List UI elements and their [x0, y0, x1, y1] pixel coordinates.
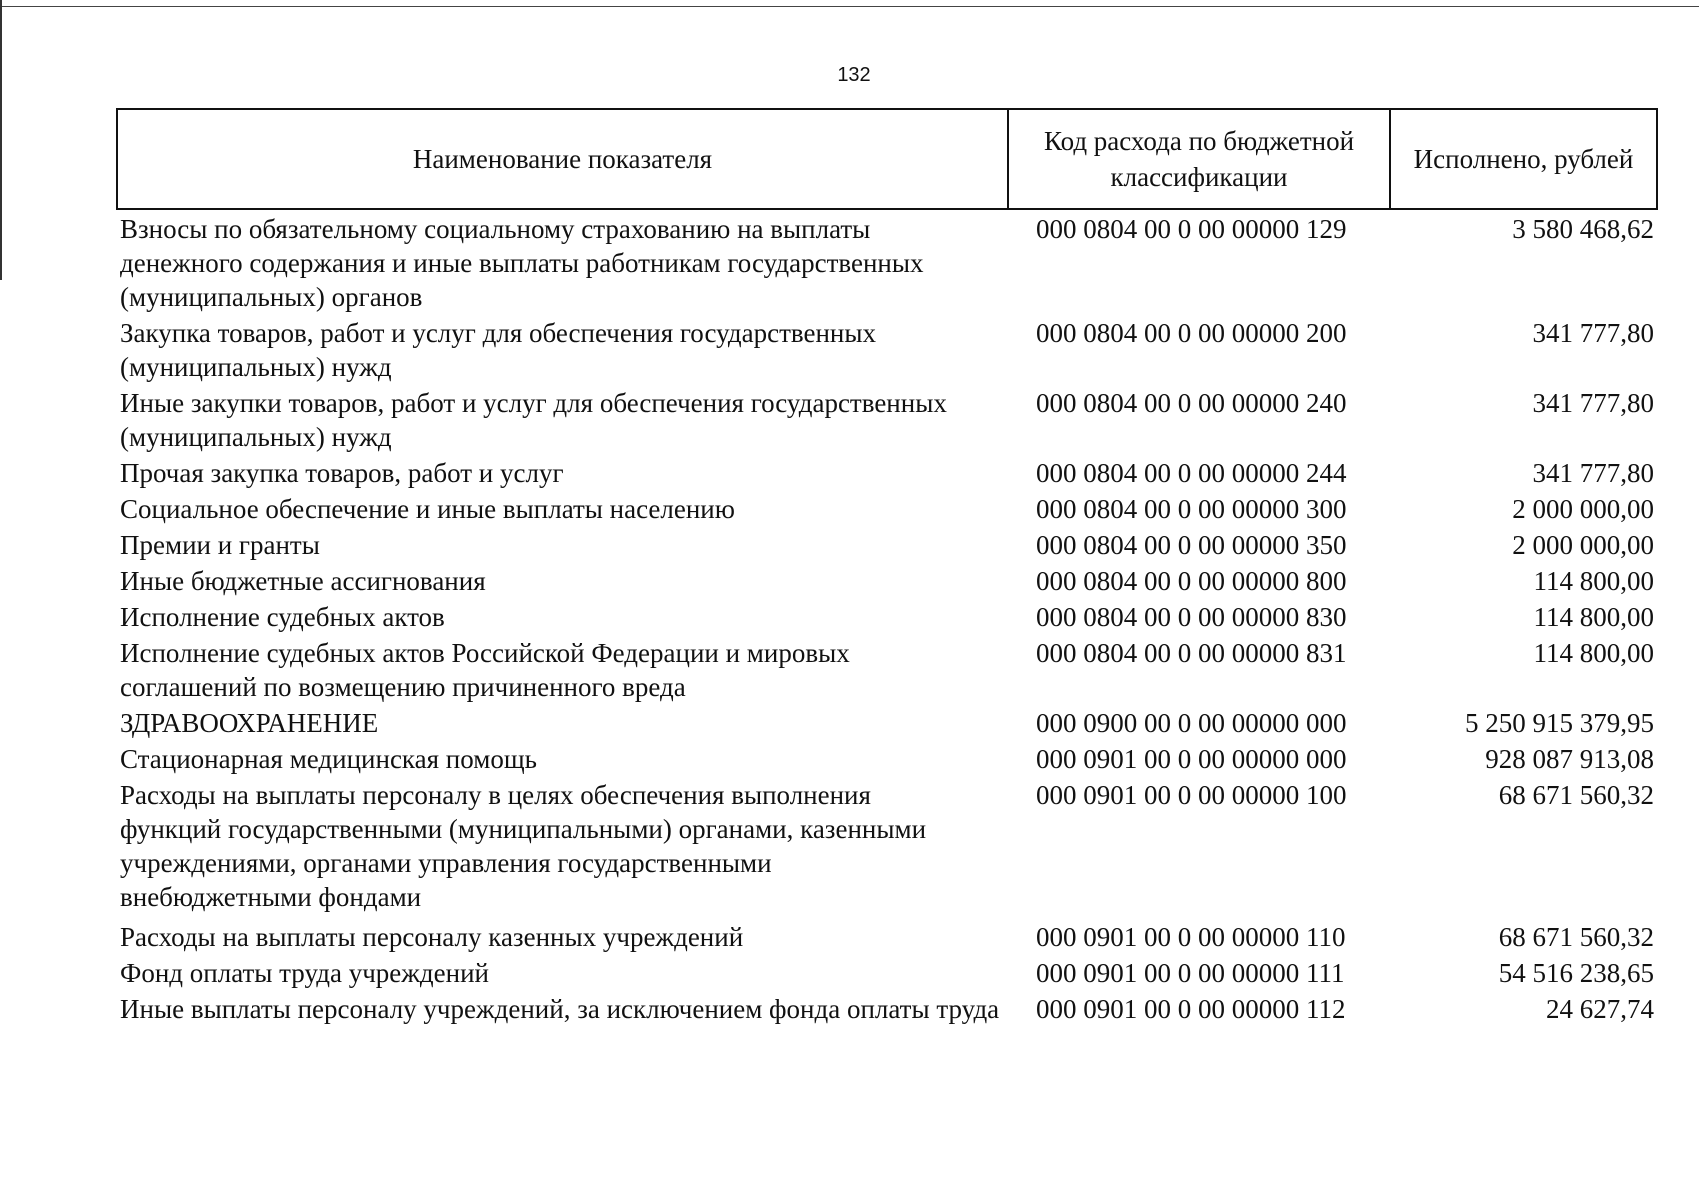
- row-amount: 3 580 468,62: [1512, 214, 1654, 244]
- row-amount: 2 000 000,00: [1512, 494, 1654, 524]
- table-row: [116, 528, 1658, 564]
- row-name: Иные выплаты персоналу учреждений, за исключением фонда оплаты труда: [120, 994, 1000, 1024]
- row-name: Исполнение судебных актов Российской Федерации и мировых соглашений по возмещению причиненного вреда: [120, 638, 850, 702]
- row-name: Фонд оплаты труда учреждений: [120, 958, 489, 988]
- row-name: Расходы на выплаты персоналу казенных учреждений: [120, 922, 744, 952]
- row-code: 000 0804 00 0 00 00000 831: [1036, 638, 1347, 668]
- table-header: [116, 108, 1658, 210]
- table-row: [116, 706, 1658, 742]
- header-amount: Исполнено, рублей: [1413, 144, 1634, 174]
- row-amount: 114 800,00: [1533, 602, 1654, 632]
- row-code: 000 0901 00 0 00 00000 112: [1036, 994, 1346, 1024]
- header-name: Наименование показателя: [118, 110, 1009, 208]
- table-row: [116, 316, 1658, 386]
- row-amount: 341 777,80: [1532, 458, 1654, 488]
- row-code: 000 0804 00 0 00 00000 800: [1036, 566, 1347, 596]
- row-code: 000 0804 00 0 00 00000 244: [1036, 458, 1347, 488]
- row-amount: 54 516 238,65: [1498, 958, 1654, 988]
- row-code: 000 0901 00 0 00 00000 110: [1036, 922, 1346, 952]
- row-amount: 24 627,74: [1546, 994, 1654, 1024]
- table-row: [116, 212, 1658, 316]
- row-name: Взносы по обязательному социальному страхованию на выплаты денежного содержания и иные выплаты работникам государственных (муниципальных) органов: [120, 214, 924, 312]
- row-code: 000 0901 00 0 00 00000 100: [1036, 780, 1347, 810]
- row-name: Социальное обеспечение и иные выплаты населению: [120, 494, 735, 524]
- row-name: ЗДРАВООХРАНЕНИЕ: [120, 708, 379, 738]
- row-code: 000 0804 00 0 00 00000 830: [1036, 602, 1347, 632]
- row-name: Иные закупки товаров, работ и услуг для обеспечения государственных (муниципальных) нужд: [120, 388, 947, 452]
- table-row: [116, 992, 1658, 1028]
- table-row: [116, 564, 1658, 600]
- scan-left-edge: [0, 0, 2, 280]
- row-code: 000 0900 00 0 00 00000 000: [1036, 708, 1347, 738]
- row-amount: 928 087 913,08: [1485, 744, 1654, 774]
- header-code-label: Код расхода по бюджетной классификации: [1043, 126, 1355, 192]
- row-amount: 68 671 560,32: [1498, 922, 1654, 952]
- row-name: Расходы на выплаты персоналу в целях обеспечения выполнения функций государственными (муниципальными) органами, казенными учреждениями, органами управления государственными внебюджетными фондами: [120, 780, 927, 912]
- row-name: Стационарная медицинская помощь: [120, 744, 537, 774]
- row-code: 000 0901 00 0 00 00000 111: [1036, 958, 1345, 988]
- table-row: [116, 778, 1658, 920]
- row-code: 000 0804 00 0 00 00000 200: [1036, 318, 1347, 348]
- table-body: [116, 212, 1658, 1028]
- row-name: Иные бюджетные ассигнования: [120, 566, 486, 596]
- row-amount: 114 800,00: [1533, 566, 1654, 596]
- row-code: 000 0901 00 0 00 00000 000: [1036, 744, 1347, 774]
- table-row: [116, 456, 1658, 492]
- row-amount: 114 800,00: [1533, 638, 1654, 668]
- row-amount: 341 777,80: [1532, 388, 1654, 418]
- page-number: 132: [837, 64, 871, 86]
- row-name: Исполнение судебных актов: [120, 602, 445, 632]
- row-name: Премии и гранты: [120, 530, 320, 560]
- row-amount: 2 000 000,00: [1512, 530, 1654, 560]
- row-code: 000 0804 00 0 00 00000 129: [1036, 214, 1347, 244]
- table-row: [116, 920, 1658, 956]
- row-code: 000 0804 00 0 00 00000 240: [1036, 388, 1347, 418]
- row-amount: 68 671 560,32: [1498, 780, 1654, 810]
- row-amount: 5 250 915 379,95: [1465, 708, 1654, 738]
- row-code: 000 0804 00 0 00 00000 300: [1036, 494, 1347, 524]
- table-row: [116, 386, 1658, 456]
- table-row: [116, 492, 1658, 528]
- row-name: Закупка товаров, работ и услуг для обеспечения государственных (муниципальных) нужд: [120, 318, 877, 382]
- scan-top-rule: [0, 6, 1699, 7]
- row-amount: 341 777,80: [1532, 318, 1654, 348]
- header-code: [1009, 110, 1391, 208]
- table-row: [116, 742, 1658, 778]
- row-code: 000 0804 00 0 00 00000 350: [1036, 530, 1347, 560]
- table-row: [116, 636, 1658, 706]
- table-row: [116, 956, 1658, 992]
- row-name: Прочая закупка товаров, работ и услуг: [120, 458, 564, 488]
- table-row: [116, 600, 1658, 636]
